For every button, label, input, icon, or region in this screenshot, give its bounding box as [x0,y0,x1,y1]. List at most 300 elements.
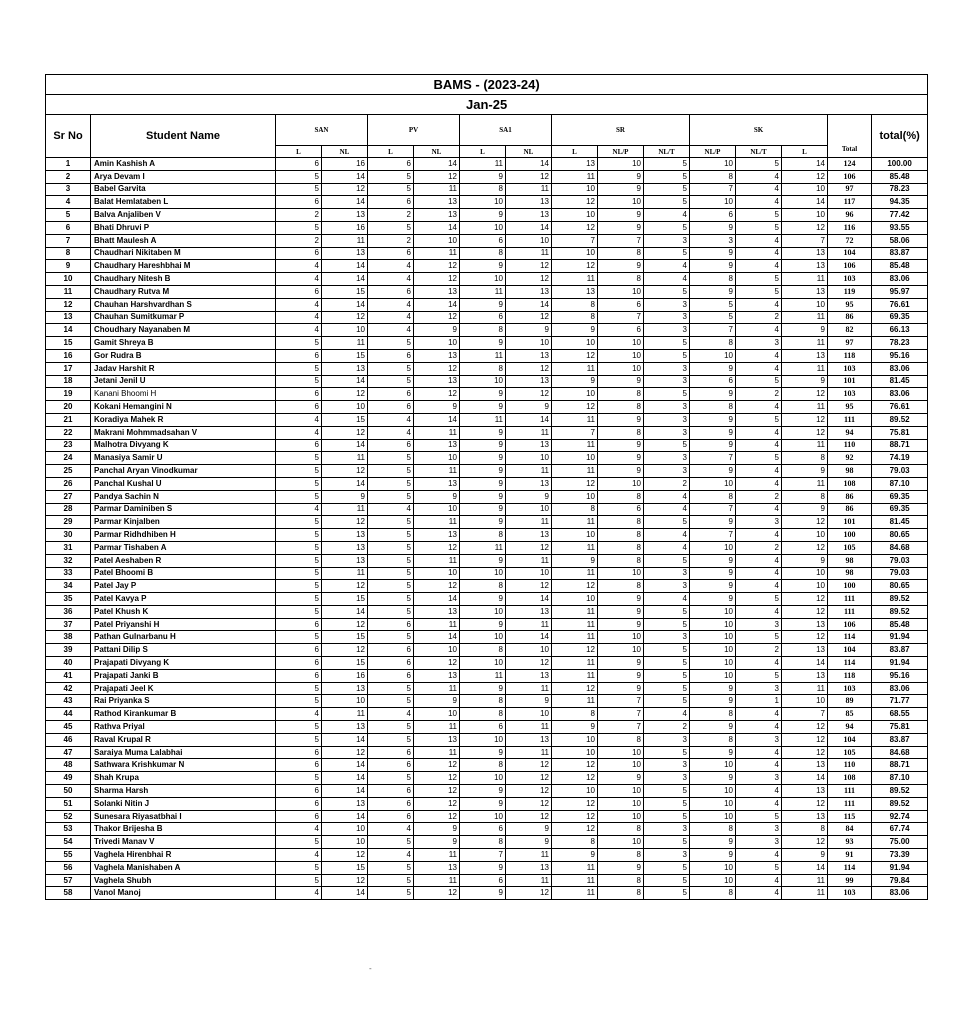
score-cell: 13 [414,605,460,618]
score-cell: 3 [736,823,782,836]
score-cell: 14 [322,477,368,490]
score-cell: 12 [414,657,460,670]
total-cell: 100 [828,529,872,542]
score-cell: 12 [552,221,598,234]
score-cell: 9 [782,375,828,388]
score-cell: 9 [552,375,598,388]
score-cell: 12 [322,580,368,593]
score-cell: 10 [598,349,644,362]
score-cell: 9 [782,849,828,862]
score-cell: 12 [782,631,828,644]
score-cell: 12 [552,644,598,657]
score-cell: 12 [506,772,552,785]
group-header-sk: SK [690,115,828,146]
score-cell: 8 [782,823,828,836]
score-cell: 5 [644,516,690,529]
score-cell: 8 [598,247,644,260]
score-cell: 8 [552,836,598,849]
sr-no-cell: 18 [46,375,91,388]
score-cell: 8 [598,516,644,529]
percent-cell: 80.65 [872,529,928,542]
percent-cell: 83.06 [872,273,928,286]
score-cell: 2 [368,209,414,222]
score-cell: 5 [736,810,782,823]
student-name-cell: Koradiya Mahek R [91,413,276,426]
score-cell: 13 [414,733,460,746]
score-cell: 8 [460,580,506,593]
score-cell: 10 [552,593,598,606]
score-cell: 11 [552,516,598,529]
score-cell: 5 [644,695,690,708]
table-row [46,887,928,900]
total-cell: 84 [828,823,872,836]
score-cell: 4 [736,721,782,734]
score-cell: 10 [460,810,506,823]
score-cell: 5 [644,746,690,759]
score-cell: 11 [552,874,598,887]
score-cell: 11 [506,746,552,759]
score-cell: 5 [368,516,414,529]
score-cell: 4 [736,849,782,862]
score-cell: 5 [644,349,690,362]
score-cell: 11 [552,887,598,900]
score-cell: 12 [414,260,460,273]
score-cell: 12 [782,605,828,618]
percent-cell: 81.45 [872,516,928,529]
table-row [46,349,928,362]
score-cell: 11 [322,337,368,350]
sr-no-cell: 44 [46,708,91,721]
percent-cell: 85.48 [872,170,928,183]
score-cell: 4 [736,887,782,900]
score-cell: 14 [414,413,460,426]
sr-no-header: Sr No [46,115,91,158]
score-cell: 10 [690,158,736,171]
score-cell: 9 [690,285,736,298]
score-cell: 5 [276,772,322,785]
score-cell: 14 [414,158,460,171]
score-cell: 14 [322,785,368,798]
score-cell: 2 [736,541,782,554]
total-cell: 101 [828,516,872,529]
score-cell: 9 [460,861,506,874]
sr-no-cell: 24 [46,452,91,465]
score-cell: 11 [414,465,460,478]
score-cell: 5 [644,554,690,567]
total-cell: 116 [828,221,872,234]
score-cell: 5 [736,375,782,388]
score-cell: 8 [598,490,644,503]
percent-cell: 83.87 [872,733,928,746]
score-cell: 8 [598,823,644,836]
score-cell: 4 [276,708,322,721]
score-cell: 3 [736,836,782,849]
score-cell: 8 [460,695,506,708]
table-row [46,477,928,490]
score-cell: 12 [414,273,460,286]
score-cell: 5 [276,567,322,580]
total-cell: 97 [828,183,872,196]
table-row [46,298,928,311]
score-cell: 9 [690,413,736,426]
score-cell: 13 [322,682,368,695]
score-cell: 13 [414,196,460,209]
score-cell: 4 [276,298,322,311]
score-cell: 3 [644,772,690,785]
score-cell: 5 [276,554,322,567]
score-cell: 11 [506,874,552,887]
score-cell: 2 [736,644,782,657]
sr-no-cell: 20 [46,401,91,414]
score-cell: 12 [414,388,460,401]
score-cell: 10 [598,337,644,350]
score-cell: 4 [368,426,414,439]
score-cell: 9 [598,657,644,670]
score-cell: 8 [460,529,506,542]
score-cell: 11 [506,849,552,862]
score-cell: 14 [322,375,368,388]
total-cell: 86 [828,490,872,503]
score-cell: 12 [552,260,598,273]
total-cell: 104 [828,733,872,746]
score-cell: 4 [736,785,782,798]
score-cell: 12 [414,170,460,183]
sr-no-cell: 36 [46,605,91,618]
score-cell: 9 [414,490,460,503]
score-cell: 5 [368,362,414,375]
score-cell: 6 [276,247,322,260]
table-row [46,554,928,567]
score-cell: 5 [644,657,690,670]
score-cell: 13 [506,375,552,388]
total-cell: 106 [828,170,872,183]
score-cell: 12 [506,657,552,670]
score-cell: 12 [552,810,598,823]
score-cell: 14 [414,221,460,234]
score-cell: 12 [322,516,368,529]
score-cell: 11 [506,247,552,260]
score-cell: 4 [736,183,782,196]
score-cell: 5 [276,362,322,375]
score-cell: 10 [322,401,368,414]
total-cell: 111 [828,797,872,810]
sr-no-cell: 29 [46,516,91,529]
score-cell: 12 [782,593,828,606]
score-cell: 3 [644,567,690,580]
score-cell: 3 [644,311,690,324]
score-cell: 9 [460,337,506,350]
score-cell: 12 [782,516,828,529]
score-cell: 3 [644,426,690,439]
score-cell: 9 [690,516,736,529]
score-cell: 5 [736,861,782,874]
score-cell: 9 [506,823,552,836]
score-cell: 13 [322,541,368,554]
score-cell: 12 [322,849,368,862]
score-cell: 3 [644,465,690,478]
score-cell: 8 [598,554,644,567]
score-cell: 4 [644,529,690,542]
score-cell: 11 [460,349,506,362]
table-row [46,260,928,273]
score-cell: 6 [460,874,506,887]
score-cell: 8 [598,874,644,887]
table-row [46,375,928,388]
score-cell: 14 [782,772,828,785]
total-cell: 103 [828,362,872,375]
score-cell: 11 [460,669,506,682]
percent-cell: 89.52 [872,593,928,606]
score-cell: 9 [598,170,644,183]
group-header-sr: SR [552,115,690,146]
score-cell: 14 [322,439,368,452]
score-cell: 11 [506,721,552,734]
score-cell: 12 [552,477,598,490]
sr-no-cell: 40 [46,657,91,670]
percent-cell: 83.06 [872,362,928,375]
score-cell: 15 [322,631,368,644]
score-cell: 2 [736,311,782,324]
student-name-cell: Bhati Dhruvi P [91,221,276,234]
score-cell: 9 [552,324,598,337]
score-cell: 10 [782,567,828,580]
score-cell: 10 [690,477,736,490]
percent-cell: 89.52 [872,413,928,426]
score-cell: 5 [368,682,414,695]
sr-no-cell: 15 [46,337,91,350]
total-cell: 85 [828,708,872,721]
score-cell: 10 [552,183,598,196]
total-cell: 106 [828,260,872,273]
score-cell: 4 [276,823,322,836]
score-cell: 10 [598,797,644,810]
percent-cell: 76.61 [872,298,928,311]
score-cell: 4 [736,247,782,260]
score-cell: 9 [690,695,736,708]
score-cell: 7 [690,503,736,516]
total-cell: 99 [828,874,872,887]
score-cell: 4 [368,823,414,836]
score-cell: 11 [322,503,368,516]
student-name-cell: Saraiya Muma Lalabhai [91,746,276,759]
score-cell: 14 [782,196,828,209]
table-row [46,158,928,171]
score-cell: 12 [782,836,828,849]
score-cell: 12 [506,311,552,324]
score-cell: 6 [690,375,736,388]
total-cell: 105 [828,746,872,759]
score-cell: 9 [460,490,506,503]
sr-no-cell: 35 [46,593,91,606]
table-row [46,708,928,721]
score-cell: 4 [644,708,690,721]
score-cell: 12 [414,759,460,772]
score-cell: 9 [460,209,506,222]
score-cell: 8 [598,426,644,439]
student-rows [46,158,928,900]
score-cell: 12 [782,221,828,234]
score-cell: 10 [552,733,598,746]
percent-cell: 83.87 [872,247,928,260]
score-cell: 13 [414,529,460,542]
percent-cell: 71.77 [872,695,928,708]
score-cell: 4 [736,797,782,810]
table-row [46,529,928,542]
total-cell: 111 [828,593,872,606]
score-cell: 13 [552,285,598,298]
score-cell: 5 [644,887,690,900]
score-cell: 12 [782,388,828,401]
total-cell: 106 [828,618,872,631]
score-cell: 2 [736,490,782,503]
total-cell: 114 [828,631,872,644]
score-cell: 5 [644,644,690,657]
group-header-san: SAN [276,115,368,146]
score-cell: 4 [736,874,782,887]
score-cell: 3 [644,234,690,247]
score-cell: 4 [736,529,782,542]
score-cell: 6 [276,196,322,209]
table-row [46,836,928,849]
score-cell: 16 [322,158,368,171]
subcolumn-header: NL/T [644,146,690,158]
score-cell: 10 [552,452,598,465]
score-cell: 6 [368,657,414,670]
score-cell: 6 [276,618,322,631]
percent-cell: 91.94 [872,657,928,670]
student-name-cell: Arya Devam I [91,170,276,183]
percent-cell: 89.52 [872,797,928,810]
score-cell: 4 [644,490,690,503]
score-cell: 8 [598,733,644,746]
subcolumn-header: L [460,146,506,158]
score-cell: 13 [782,260,828,273]
score-cell: 14 [506,298,552,311]
score-cell: 5 [736,221,782,234]
score-cell: 9 [690,465,736,478]
score-cell: 11 [460,285,506,298]
score-cell: 13 [782,785,828,798]
sheet-title: BAMS - (2023-24) [46,75,928,95]
table-row [46,657,928,670]
score-cell: 4 [736,477,782,490]
table-row [46,388,928,401]
score-cell: 9 [460,887,506,900]
percent-cell: 74.19 [872,452,928,465]
score-cell: 11 [414,721,460,734]
score-cell: 10 [506,234,552,247]
score-cell: 5 [644,285,690,298]
percent-cell: 69.35 [872,503,928,516]
score-cell: 4 [276,311,322,324]
score-cell: 7 [598,721,644,734]
score-cell: 9 [690,849,736,862]
score-cell: 10 [690,349,736,362]
score-cell: 5 [644,874,690,887]
score-cell: 13 [322,797,368,810]
score-cell: 11 [782,874,828,887]
score-cell: 13 [322,247,368,260]
student-name-cell: Prajapati Divyang K [91,657,276,670]
student-name-cell: Amin Kashish A [91,158,276,171]
table-row [46,516,928,529]
score-cell: 14 [322,298,368,311]
score-cell: 4 [368,413,414,426]
score-cell: 9 [690,593,736,606]
score-cell: 15 [322,657,368,670]
score-cell: 9 [552,554,598,567]
score-cell: 10 [414,567,460,580]
score-cell: 4 [736,465,782,478]
total-cell: 100 [828,580,872,593]
score-cell: 5 [276,452,322,465]
score-cell: 12 [322,426,368,439]
score-cell: 9 [460,452,506,465]
score-cell: 11 [552,669,598,682]
score-cell: 13 [414,209,460,222]
score-cell: 13 [782,810,828,823]
score-cell: 9 [690,439,736,452]
score-cell: 5 [644,605,690,618]
sr-no-cell: 48 [46,759,91,772]
table-row [46,465,928,478]
score-cell: 4 [736,196,782,209]
score-cell: 5 [644,196,690,209]
total-cell: 115 [828,810,872,823]
table-row [46,234,928,247]
percent-cell: 78.23 [872,337,928,350]
score-cell: 13 [506,529,552,542]
total-cell: 114 [828,657,872,670]
sr-no-cell: 22 [46,426,91,439]
score-cell: 8 [460,247,506,260]
score-cell: 5 [368,452,414,465]
percent-cell: 83.06 [872,388,928,401]
score-cell: 9 [322,490,368,503]
total-cell: 103 [828,887,872,900]
score-cell: 14 [322,273,368,286]
table-row [46,311,928,324]
score-cell: 9 [598,439,644,452]
total-cell: 89 [828,695,872,708]
score-cell: 4 [736,298,782,311]
score-cell: 12 [506,797,552,810]
score-cell: 5 [276,580,322,593]
student-name-cell: Chauhan Sumitkumar P [91,311,276,324]
score-cell: 3 [736,618,782,631]
sr-no-cell: 23 [46,439,91,452]
score-cell: 6 [368,618,414,631]
score-cell: 5 [644,861,690,874]
score-cell: 6 [368,810,414,823]
score-cell: 5 [736,273,782,286]
total-cell: 124 [828,158,872,171]
score-cell: 5 [276,874,322,887]
score-cell: 4 [736,746,782,759]
score-cell: 12 [552,401,598,414]
score-cell: 5 [276,221,322,234]
total-cell: 95 [828,401,872,414]
score-cell: 7 [690,324,736,337]
student-name-cell: Jetani Jenil U [91,375,276,388]
student-name-cell: Parmar Kinjalben [91,516,276,529]
score-cell: 7 [552,426,598,439]
score-cell: 10 [782,529,828,542]
score-cell: 12 [414,797,460,810]
score-cell: 14 [322,887,368,900]
score-cell: 4 [368,503,414,516]
table-row [46,772,928,785]
